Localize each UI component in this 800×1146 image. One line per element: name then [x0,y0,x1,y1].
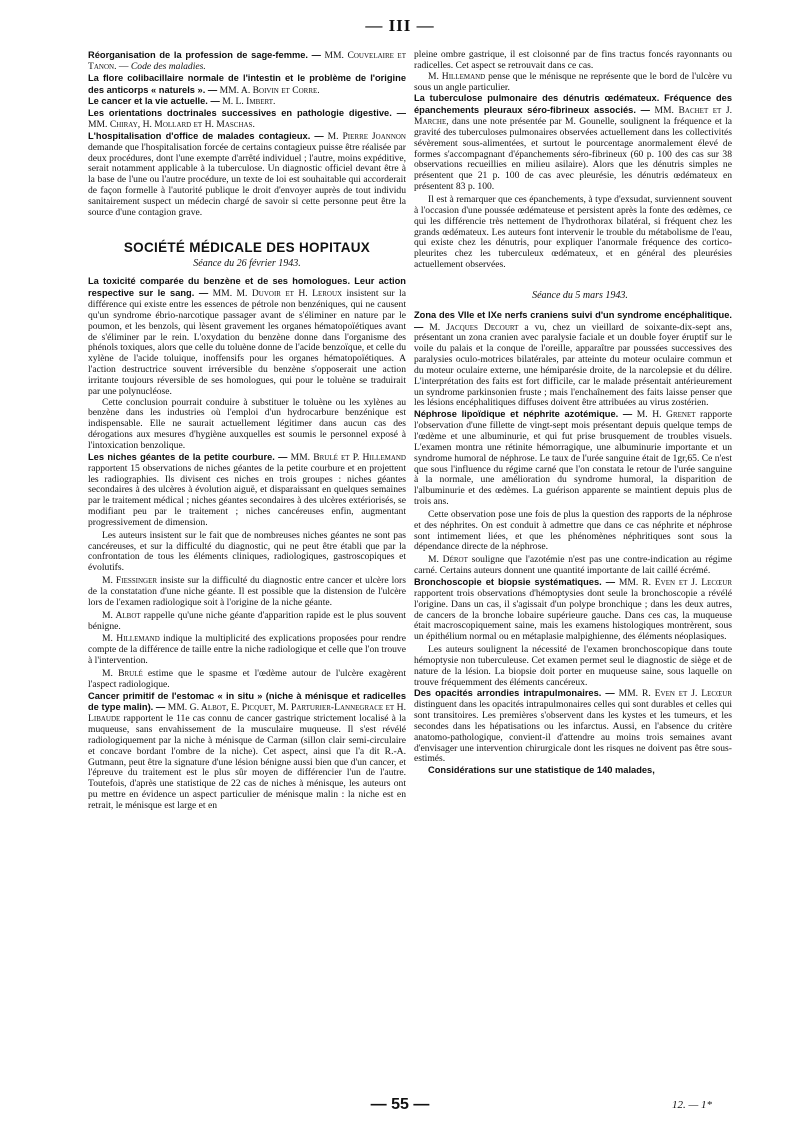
article-body: rapportent 15 observations de niches géantes de la petite courbure et en projettent les radiographies. Ils divisent ces niches en trois groupes : niches géantes secondaires à des ulcères à évolution aiguë, et disparaissant en quelques semaines par le traitement médical ; niches géantes secondaires à des ulcères extériorisés, se modifiant peu par le traitement ; niches cancéreuses enfin, augmentant progressivement de dimension. [88,462,406,528]
signature-mark: 12. — 1* [672,1099,713,1111]
article-body: a vu, chez un vieillard de soixante-dix-sept ans, présentant un zona cranien avec paralysie faciale et un double foyer éruptif sur le voile du palais et la conque de l'oreille, apparaître par poussées successives des paralysies oculo-motrices bilatérales, par atteinte du moteur oculaire commun et du moteur oculaire externe, une hémiparésie droite, de la narcolepsie et du délire. L'interprétation des faits est fort difficile, car le malade présentait antérieurement un syndrome parkinsonien fruste ; mais l'enchaînement des faits laisse penser que les lésions encéphalitiques diffuses doivent être attribuées au virus zostérien. [414,321,732,409]
article-paragraph: Les auteurs soulignent la nécessité de l'examen bronchoscopique dans toute hémoptysie non tuberculeuse. Cet examen permet seul le diagnostic de siège et de nature de la lésion. La biopsie doit porter en muqueuse saine, sous laquelle on trouve fréquemment des éléments cancéreux. [414,644,732,688]
article-title: Les niches géantes de la petite courbure. — [88,451,288,462]
page-number: — 55 — [370,1096,430,1113]
article-zona-cranial-nerves [414,310,732,410]
discussant: M. Hillemand [428,70,486,82]
article-authors: MM. M. Duvoir et H. Leroux [212,288,343,300]
article-title: Zona des VIIe et IXe nerfs craniens suivi d'un syndrome encéphalitique. — [414,309,732,332]
article-paragraph: Les auteurs insistent sur le fait que de nombreuses niches géantes ne sont pas cancéreuses, et sur la difficulté du diagnostic, qui ne peut être établi que par la confrontation de tous les éléments cliniques, radiologiques, gastroscopiques et évolutifs. [88,529,406,574]
discussant: M. Albot [102,609,141,621]
discussion-paragraph [88,576,406,609]
article-title: Bronchoscopie et biopsie systématiques. — [414,576,616,587]
right-column [414,50,732,1080]
session-date: Séance du 5 mars 1943. [532,289,628,301]
left-column [88,50,406,1080]
article-paragraph: Il est à remarquer que ces épanchements, à type d'exsudat, surviennent souvent à l'occasion d'une poussée œdémateuse et persistent après la fonte des œdèmes, ce qui les différencie très nettement de l'hydrothorax bilatéral, si fréquent chez les grands œdémateux. Les auteurs font intervenir le trouble du métabolisme de l'eau, qui existe chez les dénutris, pour expliquer l'anormale fréquence des cortico-pleurites chez les tuberculeux œdémateux, et en général des pleurésies actuellement observées. [414,193,732,271]
article-cancer-modern-life [88,96,406,108]
article-authors: MM. G. Albot, E. Picquet, M. Parturier-Lannegrace et H. Libaude [88,702,406,725]
article-bronchoscopy-biopsy [414,577,732,643]
article-paragraph: pleine ombre gastrique, il est cloisonné par de fins tractus foncés rayonnants ou radicelles. Cet aspect se retrouvait dans ce cas. [414,50,732,71]
article-authors: MM. Bachet et J. Marche, [414,105,732,128]
article-benzene-toxicity [88,276,406,397]
article-tuberculosis-edema [414,93,732,193]
article-body: insistent sur la différence qui existe entre les essences de pétrole non benzéniques, qui ne causent qu'un syndrome ébrio-narcotique passager avant de s'éliminer en nature par le poumon, et les benzols, qui lèsent gravement les organes hématopoïétiques avant de s'éliminer par le rein. L'oxydation du benzène donne dans l'organisme des phénols toxiques, alors que celle du toluène donne de l'acide benzoïque, et celle du xylène de l'acide toluique, inoffensifs pour les organes hématopoïétiques. A l'action destructrice souvent irréversible du benzène s'opposerait une action irritante toujours réversible de ses homologues, qui pour le toluène se traduirait par une polynucléose. [88,288,406,397]
discussion-paragraph [88,634,406,667]
article-contagious-hospitalization [88,131,406,219]
discussion-body: insiste sur la difficulté du diagnostic entre cancer et ulcère lors de la constatation d'une niche géante. Il est possible que la distension de l'ulcère lors de l'examen radiologique soit à l'origine de la niche géante. [88,575,406,608]
article-authors: MM. Couvelaire et Tanon. — [88,50,406,72]
discussant: M. Dérot [428,554,468,566]
article-round-opacities [414,688,732,765]
article-authors: MM. A. Boivin et Corre. [219,84,320,96]
article-title: La flore colibacillaire normale de l'intestin et le problème de l'origine des anticorps « naturels ». — [88,72,406,95]
article-source: Code des maladies. [130,60,206,72]
session-date: Séance du 26 février 1943. [193,257,301,269]
discussant: M. Brulé [102,667,143,679]
discussion-paragraph [88,611,406,633]
discussion-body: indique la multiplicité des explications proposées pour rendre compte de la différence de taille entre la niche radiologique et celle que l'on trouve à l'intervention. [88,633,406,667]
article-body: dans une note présentée par M. Gounelle, soulignent la fréquence et la gravité des tuberculoses pulmonaires observées actuellement dans les collectivités sévèrement sous-alimentées, et surtout le pourcentage anormalement élevé de formes s'accompagnant d'épanchements séro-fibrineux (60 p. 100 des cas sur 38 observations recueillies en milieu asilaire). Alors que les dénutris simples ne présentent que 21 p. 100 de cas avec pleurésie, les dénutris œdémateux en présentent 83 p. 100. [414,116,732,193]
discussion-body: pense que le ménisque ne représente que le bord de l'ulcère vu sous un angle particulier. [414,70,732,93]
article-title: Néphrose lipoïdique et néphrite azotémique. — [414,409,633,420]
article-colibacillary-flora [88,73,406,97]
article-giant-niches [88,452,406,529]
discussant: M. Fiessinger [102,575,158,587]
article-authors: MM. R. Even et J. Lecœur [618,576,732,588]
article-title: Les orientations doctrinales successives en pathologie digestive. — [88,108,406,119]
article-midwife-reorganization [88,50,406,73]
discussant: M. Hillemand [102,633,160,645]
article-body: distinguent dans les opacités intrapulmonaires celles qui sont durables et celles qui sont transitoires. Les premières s'observent dans les kystes et les tumeurs, et les secondes dans les hépatisations ou les infarctus. Aussi, en l'absence du critère anatomo-pathologique, convient-il d'attendre au moins trois semaines avant d'envisager une intervention chirurgicale dont les risques ne doivent pas être sous-estimés. [414,699,732,765]
article-title: L'hospitalisation d'office de malades contagieux. — [88,130,324,141]
article-body: rapporte l'observation d'une fillette de vingt-sept mois présentant depuis quelque temps de l'œdème et une albuminurie, et qui fut prise brusquement de troubles visuels. L'examen montra une rétinite hémorragique, une albuminurie importante et un syndrome humoral de néphrose. Le taux de l'urée sanguine était de 1gr,65. Ce n'est que sous l'influence du régime carné que l'on constata le retour de l'urée sanguine à la normale, une amélioration du syndrome humoral, la disparition de l'albuminurie et des œdèmes. La guérison apparente se maintient depuis plus de trois ans. [414,409,732,508]
article-title: Des opacités arrondies intrapulmonaires. — [414,688,615,699]
article-title: Cancer primitif de l'estomac « in situ » (niche à ménisque et radicelles de type malin). — [88,690,406,713]
article-authors: M. H. Grenet [636,409,696,421]
page-header-roman-numeral: — III — [365,16,435,35]
article-gastric-cancer-in-situ [88,691,406,812]
article-title: Le cancer et la vie actuelle. — [88,96,220,107]
society-section-title: SOCIÉTÉ MÉDICALE DES HOPITAUX [123,239,371,255]
article-body: demande que l'hospitalisation forcée de certains contagieux puisse être réalisée par deux procédures, dont l'une exempte d'arrêté individuel ; l'autre, moins expéditive, serait notamment applicable à la tuberculose. Un diagnostic officiel devant être à la base de l'une ou l'autre procédure, un texte de loi est souhaitable qui accorderait de façon formelle à l'autorité publique le droit d'envoyer auprès de tout individu sanitairement suspect un médecin chargé de savoir si cette personne peut être la source d'une contagion grave. [88,141,406,218]
article-statistics-heading [414,765,732,777]
discussion-body: souligne que l'azotémie n'est pas une contre-indication au régime carné. Certains auteurs donnent une quantité importante de lait caillé écrémé. [414,554,732,577]
discussion-paragraph [88,669,406,691]
article-paragraph: Cette observation pose une fois de plus la question des rapports de la néphrose et des néphrites. On est conduit à admettre que dans ce cas néphrite et néphrose sont intimement liées, et que les phénomènes néphritiques sont sous la dépendance directe de la néphrose. [414,508,732,553]
discussion-body: estime que le spasme et l'œdème autour de l'ulcère exagèrent l'aspect radiologique. [88,667,406,690]
discussion-paragraph [414,555,732,577]
article-title: Réorganisation de la profession de sage-femme. — [88,50,321,60]
discussion-paragraph [414,72,732,94]
article-authors: M. L. Imbert. [222,96,276,108]
article-body: rapportent le 11e cas connu de cancer gastrique strictement localisé à la muqueuse, sans envahissement de la musculaire muqueuse. Il s'est révélé radiologiquement par la niche à ménisque de Carman (sillon clair semi-circulaire et concave bordant l'ombre de la niche). Cet aspect, ainsi que l'a dit R.-A. Gutmann, peut être la signature d'une lésion bénigne aussi bien que d'un cancer, et l'épreuve du traitement est le plus sûr moyen de différencier l'un de l'autre. Toutefois, d'après une statistique de 22 cas de niches à ménisque, les auteurs ont pu mettre en évidence un aspect particulier de ménisque malin : la niche est en retrait, le ménisque est large et en [88,713,406,811]
article-paragraph: Cette conclusion pourrait conduire à substituer le toluène ou les xylènes au benzène dans les industries où l'emploi d'un hydrocarbure benzénique est indispensable. Elle ne saurait actuellement légitimer dans aucun cas des dérogations aux mesures d'hygiène auxquelles est soumis le personnel exposé à l'intoxication benzolique. [88,396,406,451]
article-title: La tuberculose pulmonaire des dénutris œdémateux. Fréquence des épanchements pleuraux séro-fibrineux associés. — [414,93,732,116]
article-digestive-pathology [88,108,406,131]
article-title: La toxicité comparée du benzène et de ses homologues. Leur action respective sur le sang. — [88,276,406,299]
article-title: Considérations sur une statistique de 140 malades, [428,765,655,776]
article-authors: MM. Brulé et P. Hillemand [290,451,406,463]
article-body: rapportent trois observations d'hémoptysies dont seule la bronchoscopie a révélé l'origine. Dans un cas, il s'agissait d'un polype bronchique ; dans les deux autres, de cancers de la bronche lobaire supérieure gauche. Dans ces cas, la muqueuse était macroscopiquement saine, mais les examens histologiques montrèrent, sous un épithélium normal ou en métaplasie malpighienne, des éléments néoplasiques. [414,587,732,643]
article-authors: M. Pierre Joannon [327,130,406,142]
article-authors: MM. Chiray, H. Mollard et H. Maschas. [88,119,255,131]
article-authors: M. Jacques Decourt [429,321,519,333]
article-authors: MM. R. Even et J. Lecœur [618,688,732,700]
discussion-body: rappelle qu'une niche géante d'apparition rapide est le plus souvent bénigne. [88,609,406,632]
article-lipoid-nephrosis [414,409,732,508]
